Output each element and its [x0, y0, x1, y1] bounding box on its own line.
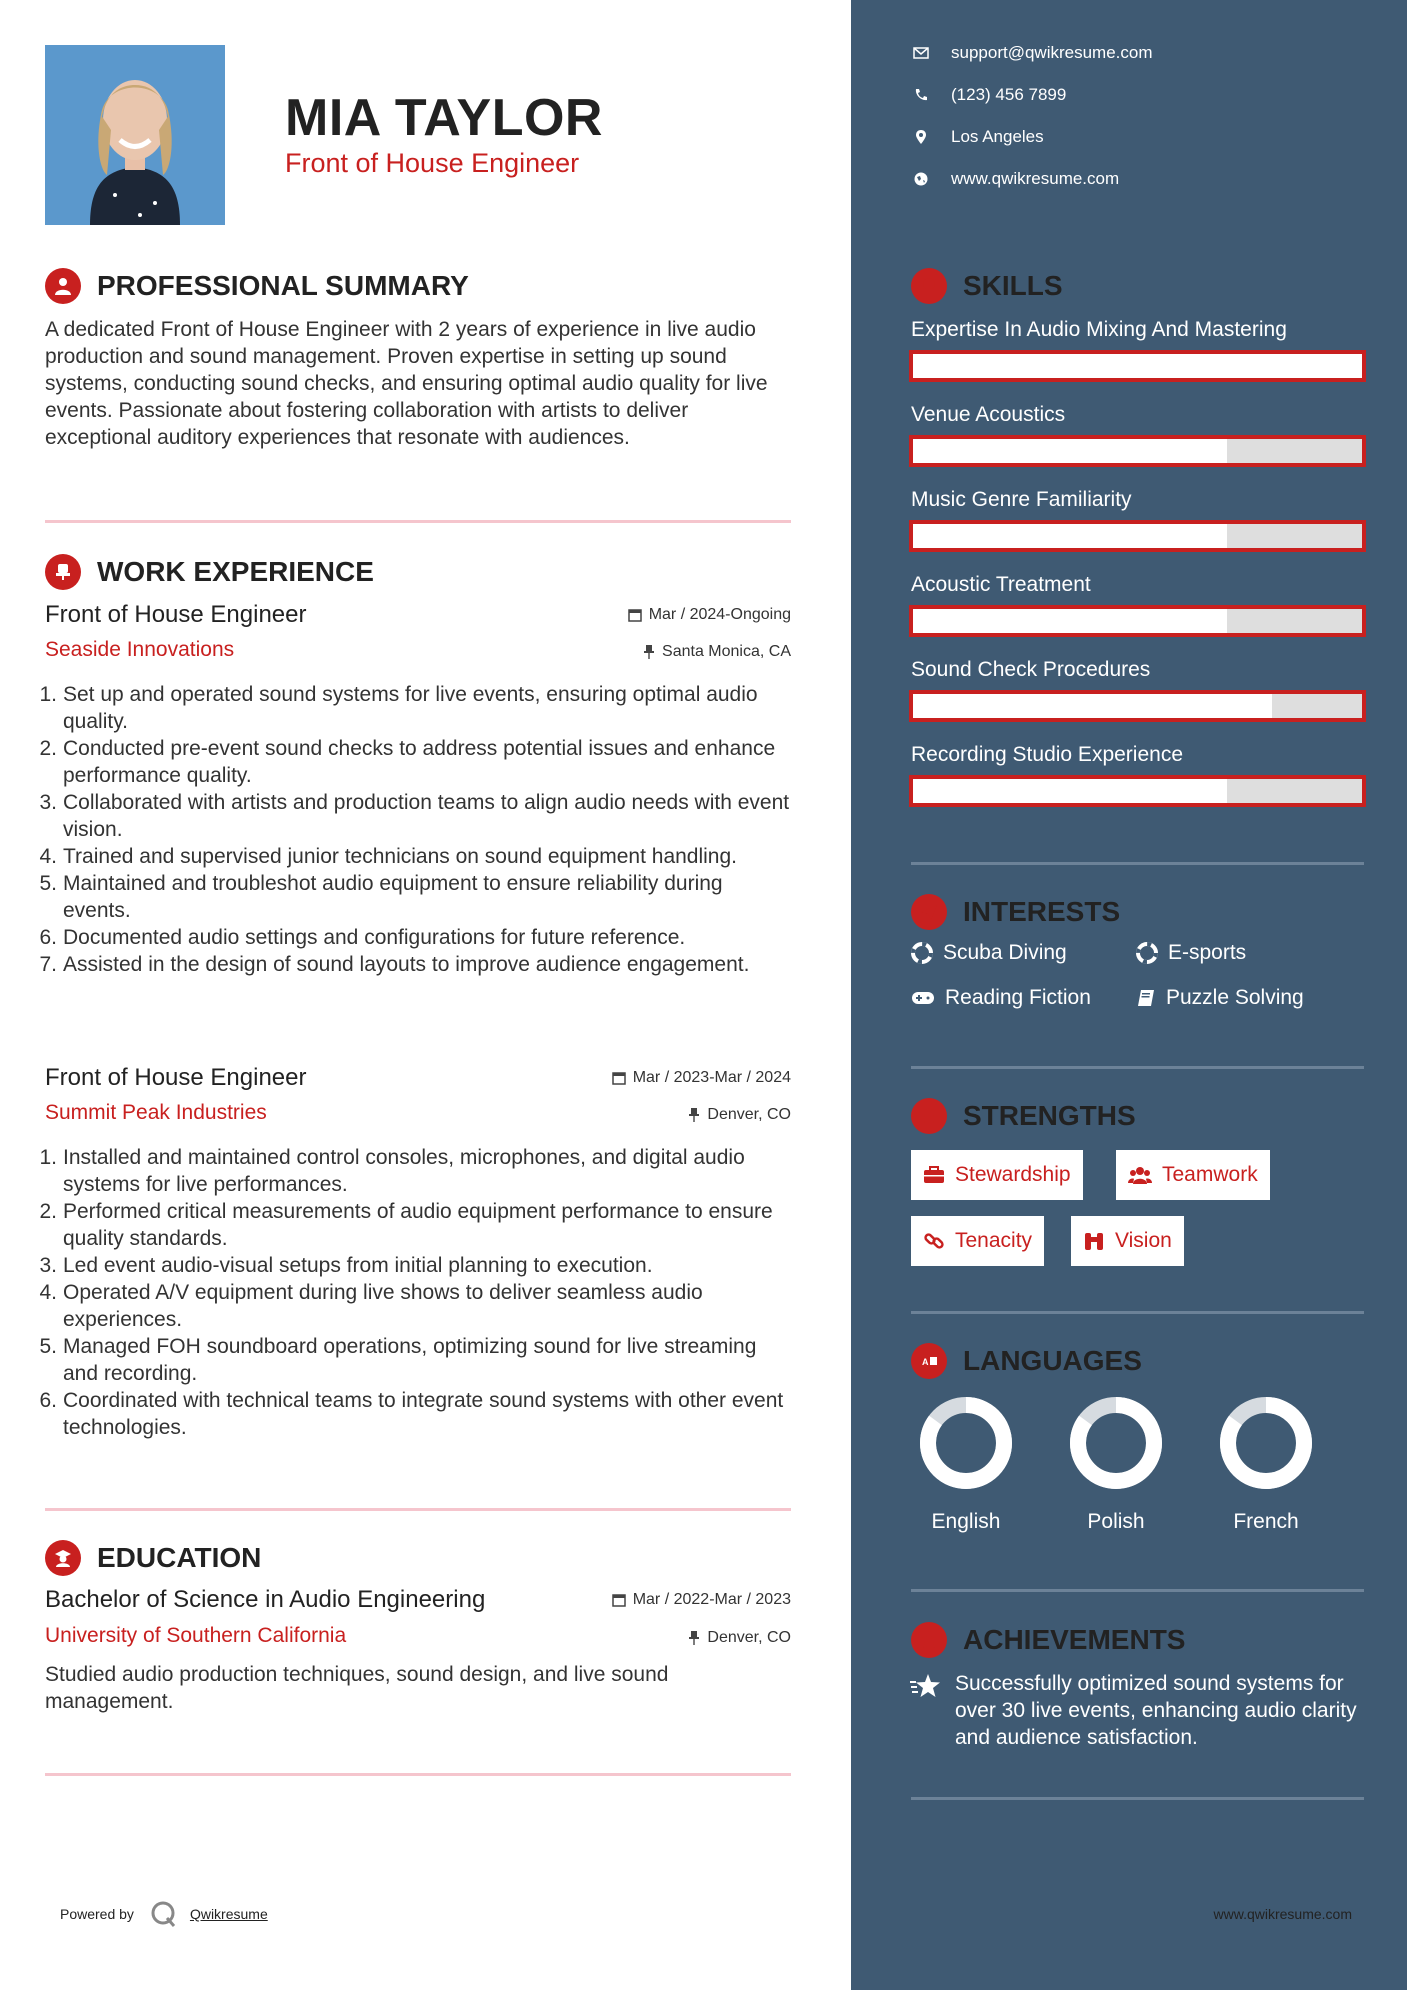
skill-label: Acoustic Treatment: [911, 573, 1091, 596]
star-icon: [910, 1672, 942, 1700]
interest-label: Puzzle Solving: [1166, 986, 1304, 1009]
graduate-icon: [45, 1540, 81, 1576]
language-icon: [911, 1343, 947, 1379]
interest-item: [911, 941, 1067, 965]
strength-badge: [1116, 1150, 1270, 1200]
education-location-text: Denver, CO: [707, 1629, 791, 1646]
globe-icon: [911, 172, 931, 186]
list-item: 7. Assisted in the design of sound layouts to improve audience engagement.: [39, 953, 750, 976]
summary-heading: [45, 268, 469, 304]
phone-text: (123) 456 7899: [951, 85, 1067, 104]
pin-icon: [688, 1108, 700, 1122]
candidate-name: MIA TAYLOR: [285, 89, 603, 147]
job-2-company: Summit Peak Industries: [45, 1101, 267, 1124]
book-icon: [1136, 988, 1156, 1008]
work-title: WORK EXPERIENCE: [97, 556, 374, 587]
job-2-location: [688, 1106, 791, 1124]
user-icon: [45, 268, 81, 304]
job-2-dates: [612, 1069, 791, 1087]
sidebar-divider: [911, 1066, 1364, 1069]
skill-label: Recording Studio Experience: [911, 743, 1183, 766]
language-label: French: [1233, 1510, 1299, 1533]
list-item: 3. Led event audio-visual setups from initial planning to execution.: [39, 1254, 653, 1277]
contact-phone[interactable]: [911, 85, 1066, 105]
interest-label: Scuba Diving: [943, 941, 1067, 964]
strength-badge: [911, 1150, 1083, 1200]
interests-heading: [911, 894, 1120, 930]
qwikresume-link[interactable]: Qwikresume: [189, 1906, 268, 1922]
education-subheader: [45, 1624, 791, 1654]
star-badge-icon: [911, 1622, 947, 1658]
strength-badge: [1071, 1216, 1184, 1266]
skill-bar: [909, 350, 1366, 382]
interest-item: [1136, 941, 1246, 965]
candidate-title: Front of House Engineer: [285, 148, 580, 178]
briefcase-icon: [923, 1166, 945, 1184]
language-ring: [1068, 1395, 1164, 1491]
education-dates-text: Mar / 2022-Mar / 2023: [632, 1591, 791, 1608]
list-item: 2. Conducted pre-event sound checks to address potential issues and enhance performance quality.: [39, 737, 776, 787]
language-ring: [918, 1395, 1014, 1491]
list-item: 4. Trained and supervised junior technicians on sound equipment handling.: [39, 845, 737, 868]
sidebar-divider: [911, 1589, 1364, 1592]
skill-bar: [909, 605, 1366, 637]
interest-label: Reading Fiction: [945, 986, 1091, 1009]
list-item: 1. Installed and maintained control consoles, microphones, and digital audio systems for live performances.: [39, 1146, 745, 1196]
skill-bar-fill: [913, 524, 1227, 548]
job-2-subheader: [45, 1101, 791, 1131]
skill-bar-fill: [913, 354, 1362, 378]
interests-title: INTERESTS: [963, 896, 1121, 927]
language-label: English: [931, 1510, 1001, 1533]
calendar-icon: [628, 608, 642, 622]
strength-badge: [911, 1216, 1044, 1266]
list-item: 2. Performed critical measurements of audio equipment performance to ensure quality standards.: [39, 1200, 773, 1250]
strength-label: Teamwork: [1162, 1163, 1258, 1186]
job-1-role: Front of House Engineer: [45, 601, 307, 628]
interest-item: [1136, 986, 1304, 1010]
pin-icon: [643, 645, 655, 659]
strength-label: Vision: [1115, 1229, 1172, 1252]
job-2-header: [45, 1064, 791, 1094]
sidebar-divider: [911, 862, 1364, 865]
job-1-location: [643, 643, 791, 661]
skill-label: Venue Acoustics: [911, 403, 1066, 426]
skill-label: Music Genre Familiarity: [911, 488, 1132, 511]
website-text: www.qwikresume.com: [951, 169, 1120, 188]
skill-bar: [909, 775, 1366, 807]
users-icon: [1128, 1165, 1152, 1185]
qwikresume-logo-icon: [150, 1900, 178, 1928]
profile-photo: [45, 45, 225, 225]
calendar-icon: [612, 1071, 626, 1085]
fist-icon: [911, 1098, 947, 1134]
sidebar-divider: [911, 1797, 1364, 1800]
link-icon: [923, 1230, 945, 1252]
job-1-dates: [628, 606, 791, 624]
job-1-bullets: [39, 681, 795, 978]
contact-website[interactable]: [911, 169, 1119, 189]
list-item: 6. Coordinated with technical teams to integrate sound systems with other event technologies.: [39, 1389, 784, 1439]
language-ring: [1218, 1395, 1314, 1491]
skill-bar: [909, 690, 1366, 722]
achievement-text: Successfully optimized sound systems for over 30 live events, enhancing audio clarity and audience satisfaction.: [955, 1672, 1357, 1749]
job-2-dates-text: Mar / 2023-Mar / 2024: [632, 1069, 791, 1086]
list-item: 5. Managed FOH soundboard operations, optimizing sound for live streaming and recording.: [39, 1335, 757, 1385]
pin-icon: [688, 1631, 700, 1645]
email-text: support@qwikresume.com: [951, 43, 1153, 62]
contact-email[interactable]: [911, 43, 1153, 63]
footer-website[interactable]: www.qwikresume.com: [1213, 1906, 1352, 1922]
languages-heading: [911, 1343, 1142, 1379]
education-dates: [612, 1591, 791, 1609]
summary-text: A dedicated Front of House Engineer with 2 years of experience in live audio production and sound management. Proven expertise in setting up sound systems, conducting sound checks, and ensuring optimal audio quality for live events. Passionate about fostering collaboration with artists to deliver exceptional auditory experiences that resonate with audiences.: [45, 318, 768, 449]
list-item: 3. Collaborated with artists and production teams to align audio needs with event vision.: [39, 791, 790, 841]
language-label: Polish: [1087, 1510, 1145, 1533]
footer-powered-by: [60, 1900, 268, 1928]
interest-item: [911, 986, 1091, 1010]
paper-plane-icon: [911, 894, 947, 930]
work-heading: [45, 554, 374, 590]
powered-by-label: Powered by: [60, 1906, 134, 1922]
skill-bar: [909, 435, 1366, 467]
job-2-role: Front of House Engineer: [45, 1064, 307, 1091]
job-1-header: [45, 601, 791, 631]
job-2-bullets: [39, 1144, 795, 1441]
job-1-dates-text: Mar / 2024-Ongoing: [648, 606, 791, 623]
envelope-icon: [911, 47, 931, 59]
strengths-heading: [911, 1098, 1136, 1134]
contact-location: [911, 127, 1044, 147]
achievements-heading: [911, 1622, 1185, 1658]
job-1-subheader: [45, 638, 791, 668]
education-heading: [45, 1540, 261, 1576]
calendar-icon: [612, 1593, 626, 1607]
skill-bar: [909, 520, 1366, 552]
list-item: 6. Documented audio settings and configurations for future reference.: [39, 926, 686, 949]
section-divider: [45, 520, 791, 523]
location-text: Los Angeles: [951, 127, 1044, 146]
strength-label: Tenacity: [955, 1229, 1033, 1252]
list-item: 4. Operated A/V equipment during live shows to deliver seamless audio experiences.: [39, 1281, 703, 1331]
map-marker-icon: [911, 130, 931, 144]
skill-bar-fill: [913, 694, 1272, 718]
skill-bar-fill: [913, 609, 1227, 633]
lifebuoy-icon: [911, 942, 933, 964]
binoculars-icon: [1083, 1231, 1105, 1251]
job-1-company: Seaside Innovations: [45, 638, 235, 661]
lifebuoy-icon: [1136, 942, 1158, 964]
phone-icon: [911, 88, 931, 102]
achievements-title: ACHIEVEMENTS: [963, 1624, 1186, 1655]
job-1-location-text: Santa Monica, CA: [662, 643, 791, 660]
interest-label: E-sports: [1168, 941, 1247, 964]
lightbulb-icon: [911, 268, 947, 304]
section-divider: [45, 1773, 791, 1776]
svg-text:A: A: [922, 1357, 929, 1367]
languages-title: LANGUAGES: [963, 1345, 1142, 1376]
section-divider: [45, 1508, 791, 1511]
list-item: 5. Maintained and troubleshot audio equipment to ensure reliability during events.: [39, 872, 723, 922]
skill-bar-fill: [913, 439, 1227, 463]
education-text: Studied audio production techniques, sound design, and live sound management.: [45, 1663, 669, 1713]
gamepad-icon: [911, 990, 935, 1006]
skills-heading: [911, 268, 1063, 304]
skill-label: Sound Check Procedures: [911, 658, 1151, 681]
list-item: 1. Set up and operated sound systems for live events, ensuring optimal audio quality.: [39, 683, 758, 733]
degree: Bachelor of Science in Audio Engineering: [45, 1586, 486, 1613]
education-header: [45, 1586, 791, 1616]
school: University of Southern California: [45, 1624, 347, 1647]
skill-bar-fill: [913, 779, 1227, 803]
chair-icon: [45, 554, 81, 590]
skills-title: SKILLS: [963, 270, 1063, 301]
education-location: [688, 1629, 791, 1647]
sidebar-divider: [911, 1311, 1364, 1314]
job-2-location-text: Denver, CO: [707, 1106, 791, 1123]
summary-title: PROFESSIONAL SUMMARY: [97, 270, 469, 301]
skill-label: Expertise In Audio Mixing And Mastering: [911, 318, 1287, 341]
education-title: EDUCATION: [97, 1542, 262, 1573]
strength-label: Stewardship: [955, 1163, 1071, 1186]
strengths-title: STRENGTHS: [963, 1100, 1136, 1131]
